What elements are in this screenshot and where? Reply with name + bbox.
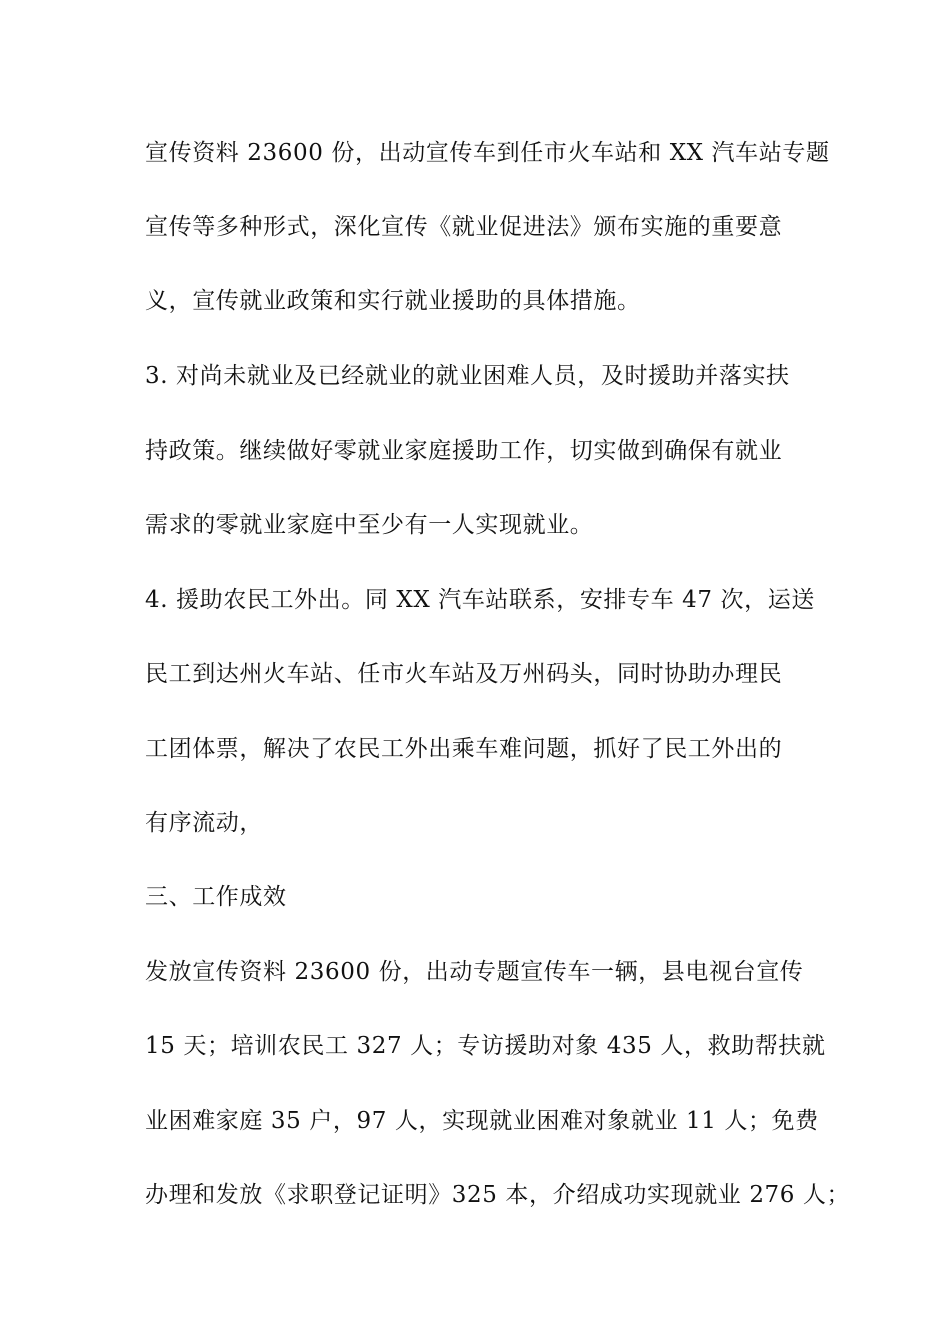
text-line: 民工到达州火车站、任市火车站及万州码头，同时协助办理民 (145, 661, 783, 687)
text-line: 15 天；培训农民工 327 人；专访援助对象 435 人，救助帮扶就 (145, 1033, 826, 1059)
text-line: 需求的零就业家庭中至少有一人实现就业。 (145, 512, 594, 538)
text-line: 工团体票，解决了农民工外出乘车难问题，抓好了民工外出的 (145, 736, 783, 762)
text-line: 宣传资料 23600 份，出动宣传车到任市火车站和 XX 汽车站专题 (145, 140, 830, 166)
text-line: 有序流动， (145, 810, 263, 836)
text-line: 4. 援助农民工外出。同 XX 汽车站联系，安排专车 47 次，运送 (145, 587, 815, 613)
text-line: 发放宣传资料 23600 份，出动专题宣传车一辆，县电视台宣传 (145, 959, 804, 985)
section-heading: 三、工作成效 (145, 884, 287, 910)
text-line: 宣传等多种形式，深化宣传《就业促进法》颁布实施的重要意 (145, 214, 783, 240)
text-line: 3. 对尚未就业及已经就业的就业困难人员，及时援助并落实扶 (145, 363, 790, 389)
text-line: 办理和发放《求职登记证明》325 本，介绍成功实现就业 276 人； (145, 1182, 851, 1208)
text-line: 持政策。继续做好零就业家庭援助工作，切实做到确保有就业 (145, 438, 783, 464)
text-line: 业困难家庭 35 户，97 人，实现就业困难对象就业 11 人；免费 (145, 1108, 819, 1134)
text-line: 义，宣传就业政策和实行就业援助的具体措施。 (145, 288, 641, 314)
